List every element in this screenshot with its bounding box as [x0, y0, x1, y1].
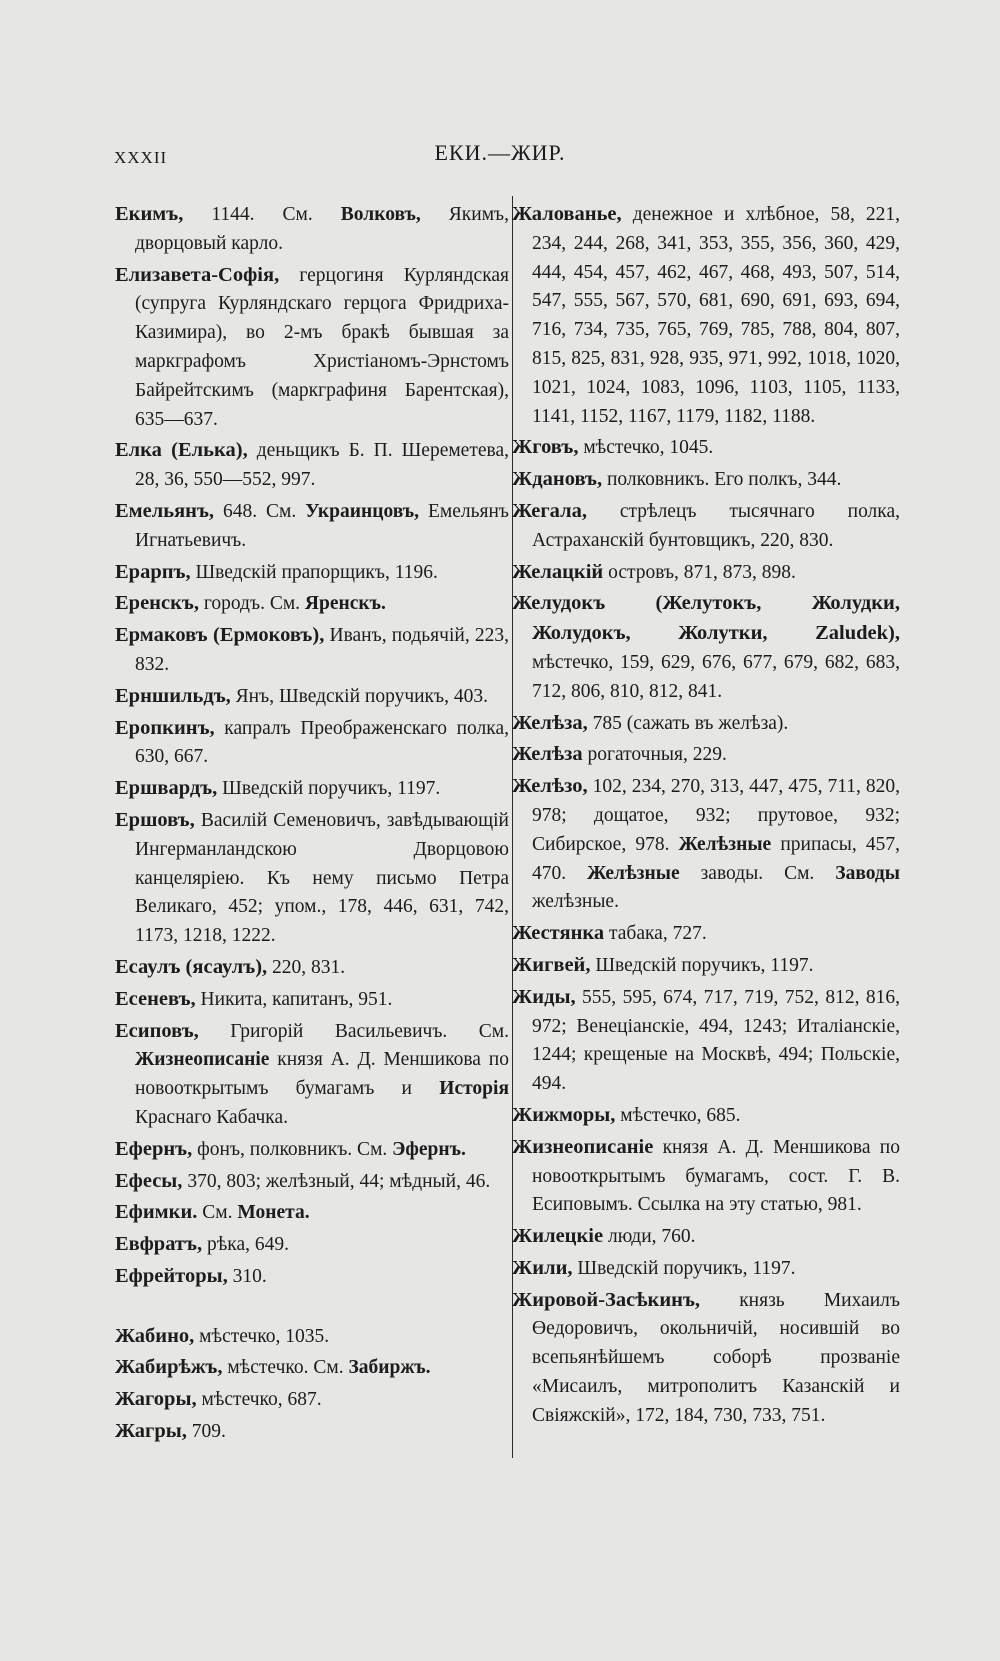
entry-headword: Жагры, [115, 1420, 187, 1443]
entry-headword: Ефрейторы, [115, 1264, 228, 1287]
cross-reference: Волковъ, [340, 204, 421, 225]
index-entry [512, 772, 900, 917]
entry-headword: Жигвей, [512, 953, 591, 976]
index-entry [115, 1017, 509, 1133]
entry-text: мѣстечко, 685. [615, 1104, 741, 1126]
entry-headword: Ерншильдъ, [115, 684, 231, 707]
entry-headword: Жагоры, [115, 1388, 197, 1411]
index-entry [115, 589, 509, 619]
entry-headword: Ефесы, [115, 1169, 183, 1192]
entry-text: князя А. Д. Меншикова по новооткрытымъ бумагамъ и [135, 1049, 509, 1100]
cross-reference: Украинцовъ, [305, 500, 420, 522]
index-entry [115, 806, 509, 951]
cross-reference: Исторія [439, 1078, 509, 1100]
entry-headword: Жили, [512, 1256, 573, 1279]
entry-text: 310. [227, 1265, 267, 1287]
entry-headword: Ершвардъ, [115, 777, 218, 800]
entry-headword: Жабирѣжъ, [115, 1356, 223, 1379]
entry-headword: Евфратъ, [115, 1233, 203, 1256]
entry-headword: Жегала, [512, 499, 587, 522]
entry-headword: Желацкій [512, 560, 604, 583]
page-number: XXXII [114, 148, 168, 167]
index-entry [115, 200, 509, 259]
entry-text: 555, 595, 674, 717, 719, 752, 812, 816, 972; Венеціанскіе, 494, 1243; Италіанскіе, 1244; крещеные на Москвѣ, 494; Польскіе, 494. [532, 986, 900, 1095]
index-entry [512, 919, 900, 949]
cross-reference: Желѣзные [587, 862, 680, 884]
cross-reference: Жизнеописаніе [135, 1049, 270, 1071]
entry-headword: Жалованье, [512, 203, 622, 225]
entry-headword: Жиды, [512, 985, 576, 1008]
entry-text: полковникъ. Его полкъ, 344. [602, 469, 842, 491]
entry-headword: Ефернъ, [115, 1137, 193, 1160]
index-entry [512, 951, 900, 981]
entry-text: желѣзные. [532, 891, 619, 913]
entry-headword: Ермаковъ (Ермоковъ), [115, 624, 325, 647]
cross-reference: Желѣзные [678, 833, 772, 855]
entry-text: городъ. См. [198, 593, 305, 615]
index-entry [115, 774, 509, 804]
index-entry [115, 261, 509, 435]
entry-text: припасы, 457, 470. [532, 833, 900, 884]
entry-text: островъ, 871, 873, 898. [603, 561, 796, 583]
entry-headword: Желѣза [512, 743, 583, 766]
index-entry [115, 1353, 509, 1383]
entry-text: См. [197, 1202, 238, 1224]
entry-headword: Жизнеописаніе [512, 1135, 654, 1158]
entry-text: стрѣлецъ тысячнаго полка, Астраханскій бунтовщикъ, 220, 830. [532, 500, 900, 551]
index-entry [115, 1167, 509, 1197]
index-entry [115, 1135, 509, 1165]
entry-text: Шведскій поручикъ, 1197. [217, 778, 441, 800]
entry-headword: Еропкинъ, [115, 716, 215, 739]
entry-headword: Емельянъ, [115, 499, 215, 522]
section-gap [115, 1294, 509, 1322]
entry-headword: Желѣза, [512, 711, 588, 734]
index-entry [115, 621, 509, 680]
entry-text: мѣстечко. См. [222, 1357, 349, 1379]
entry-text: денежное и хлѣбное, 58, 221, 234, 244, 268, 341, 353, 355, 356, 360, 429, 444, 454, 457, 462, 467, 468, 493, 507, 514, 547, 555, 567, 570, 681, 690, 691, 693, 694, 716, 734, 735, 765, 769, 785, 788, 804, 807, 815, 825, 831, 928, 935, 971, 992, 1018, 1020, 1021, 1024, 1083, 1096, 1103, 1105, 1133, 1141, 1152, 1167, 1179, 1182, 1188. [532, 204, 900, 427]
index-entry [512, 497, 900, 556]
entry-headword: Ерарпъ, [115, 560, 191, 583]
cross-reference: Заводы [835, 862, 900, 884]
entry-text: Янъ, Шведскій поручикъ, 403. [230, 685, 488, 707]
entry-text: мѣстечко, 159, 629, 676, 677, 679, 682, 683, 712, 806, 810, 812, 841. [532, 651, 900, 702]
entry-text: Шведскій прапорщикъ, 1196. [190, 561, 438, 583]
index-entry [115, 1262, 509, 1292]
index-entry [512, 433, 900, 463]
entry-text: мѣстечко, 1035. [194, 1325, 330, 1347]
index-entry [115, 436, 509, 495]
entry-text: 370, 803; желѣзный, 44; мѣдный, 46. [182, 1170, 491, 1192]
entry-text: Иванъ, подьячій, 223, 832. [135, 625, 509, 675]
index-entry [115, 1322, 509, 1352]
entry-headword: Есеневъ, [115, 987, 196, 1010]
entry-text: 648. См. [214, 500, 306, 522]
index-entry [512, 558, 900, 588]
entry-text: рогаточныя, 229. [582, 744, 727, 766]
entry-text: Емельянъ Игнатьевичъ. [135, 500, 509, 551]
entry-headword: Жижморы, [512, 1103, 616, 1126]
entry-text: Якимъ, дворцовый карло. [135, 204, 509, 254]
entry-headword: Ждановъ, [512, 468, 603, 491]
cross-reference: Яренскъ. [304, 593, 386, 615]
entry-text: Шведскій поручикъ, 1197. [572, 1257, 796, 1279]
index-entry [115, 1198, 509, 1228]
entry-headword: Ефимки. [115, 1201, 198, 1224]
entry-text: мѣстечко, 1045. [578, 437, 714, 459]
entry-text: 1144. См. [183, 204, 341, 225]
index-entry [512, 1133, 900, 1220]
index-entry [512, 1222, 900, 1252]
entry-text: князь Михаилъ Өедоровичъ, окольничій, носившій во всепьянѣйшемъ соборѣ прозваніе «Мисаилъ, митрополитъ Казанскій и Свіяжскій», 172, 184, 730, 733, 751. [532, 1289, 900, 1426]
entry-headword: Жировой-Засѣкинъ, [512, 1288, 701, 1311]
entry-text: мѣстечко, 687. [196, 1389, 322, 1411]
entry-text: 220, 831. [267, 956, 346, 978]
index-entry [512, 709, 900, 739]
entry-text: 785 (сажать въ желѣза). [587, 712, 789, 734]
entry-text: фонъ, полковникъ. См. [192, 1138, 393, 1160]
index-entry [115, 497, 509, 556]
index-entry [512, 740, 900, 770]
entry-headword: Жестянка [512, 922, 605, 945]
entry-headword: Желѣзо, [512, 775, 588, 798]
index-entry [512, 200, 900, 431]
entry-headword: Ершовъ, [115, 808, 195, 831]
cross-reference: Монета. [237, 1202, 310, 1224]
index-column-left [115, 200, 509, 1449]
entry-text: Шведскій поручикъ, 1197. [590, 954, 814, 976]
index-entry [115, 714, 509, 773]
entry-text: капралъ Преображенскаго полка, 630, 667. [135, 717, 509, 768]
entry-text: заводы. См. [679, 862, 836, 884]
entry-headword: Есаулъ (ясаулъ), [115, 955, 268, 978]
cross-reference: Эфернъ. [392, 1138, 466, 1160]
entry-text: герцогиня Курляндская (супруга Курляндскаго герцога Фридриха-Казимира), во 2-мъ бракѣ бывшая за маркграфомъ Христіаномъ-Эрнстомъ Байрейтскимъ (маркграфиня Барентская), 635—637. [135, 264, 509, 430]
index-entry [115, 1385, 509, 1415]
index-entry [512, 1101, 900, 1131]
index-entry [115, 985, 509, 1015]
entry-headword: Еренскъ, [115, 592, 199, 615]
entry-text: князя А. Д. Меншикова по новооткрытымъ бумагамъ, сост. Г. В. Есиповымъ. Ссылка на эту статью, 981. [532, 1136, 900, 1216]
index-entry [512, 1254, 900, 1284]
index-entry [512, 589, 900, 706]
entry-text: люди, 760. [603, 1226, 696, 1248]
index-entry [115, 953, 509, 983]
entry-text: табака, 727. [604, 923, 707, 945]
entry-text: Григорій Васильевичъ. См. [198, 1020, 509, 1042]
entry-headword: Желудокъ (Желутокъ, Жолудки, Жолудокъ, Жолутки, Zaludek), [512, 592, 900, 645]
entry-headword: Жговъ, [512, 436, 579, 459]
entry-headword: Екимъ, [115, 203, 184, 225]
cross-reference: Забиржъ. [348, 1357, 431, 1379]
entry-headword: Елизавета-Софія, [115, 263, 280, 286]
entry-headword: Есиповъ, [115, 1019, 199, 1042]
entry-text: деньщикъ Б. П. Шереметева, 28, 36, 550—552, 997. [135, 440, 509, 491]
entry-text: Василій Семеновичъ, завѣдывающій Ингерманландскою Дворцовою канцеляріею. Къ нему письмо Петра Великаго, 452; упом., 178, 446, 631, 742, 1173, 1218, 1222. [135, 809, 509, 947]
entry-text: Никита, капитанъ, 951. [195, 988, 393, 1010]
entry-headword: Жабино, [115, 1324, 195, 1347]
entry-headword: Елка (Елька), [115, 439, 248, 462]
index-entry [115, 1417, 509, 1447]
entry-text: 102, 234, 270, 313, 447, 475, 711, 820, 978; дощатое, 932; прутовое, 932; Сибирское, 978. [532, 776, 900, 855]
entry-text: рѣка, 649. [202, 1234, 289, 1256]
entry-text: 709. [186, 1421, 226, 1443]
entry-headword: Жилецкіе [512, 1225, 604, 1248]
index-entry [512, 465, 900, 495]
index-entry [115, 682, 509, 712]
running-title: ЕКИ.—ЖИР. [434, 140, 566, 165]
index-entry [512, 983, 900, 1099]
index-entry [115, 1230, 509, 1260]
index-column-right [512, 200, 900, 1433]
index-entry [115, 558, 509, 588]
entry-text: Краснаго Кабачка. [135, 1106, 289, 1128]
index-entry [512, 1286, 900, 1431]
